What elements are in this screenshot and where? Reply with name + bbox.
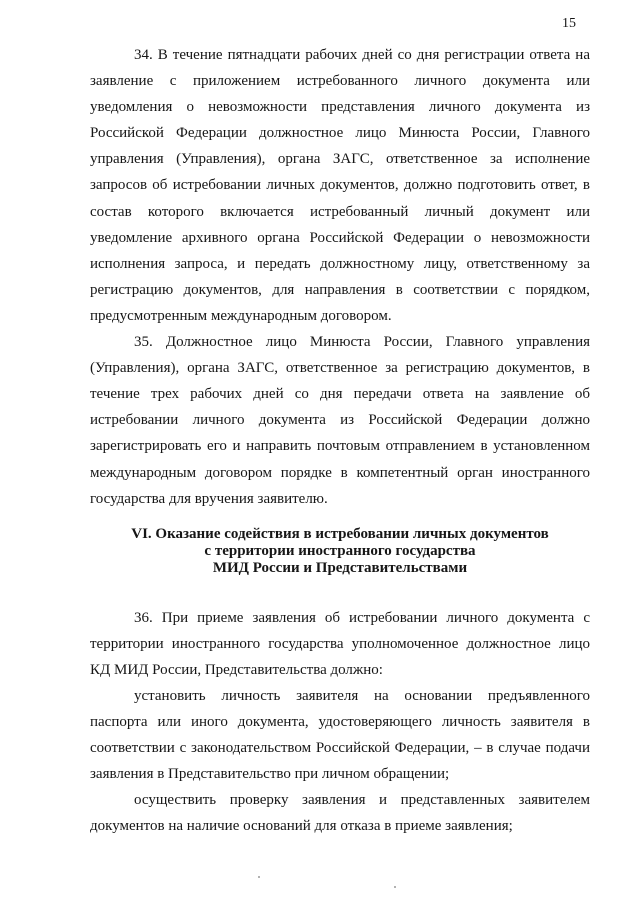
section-heading-line-1: VI. Оказание содействия в истребовании личных документов bbox=[131, 525, 549, 542]
paragraph-34: 34. В течение пятнадцати рабочих дней со дня регистрации ответа на заявление с приложением истребованного личного документа или уведомления о невозможности представления личного документа из Российской Федерации должностное лицо Минюста России, Главного управления (Управления), органа ЗАГС, ответственное за исполнение запросов об истребовании личных документов, должно подготовить ответ, в состав которого включается истребованный личный документ или уведомление архивного органа Российской Федерации о невозможности исполнения запроса, и передать должностному лицу, ответственному за регистрацию документов, для направления в соответствии с порядком, предусмотренным международным договором. bbox=[90, 47, 590, 324]
section-heading-line-2: с территории иностранного государства bbox=[204, 542, 476, 559]
paragraph-36-item-verify: осуществить проверку заявления и представленных заявителем документов на наличие оснований для отказа в приеме заявления; bbox=[90, 792, 590, 835]
section-heading-line-3: МИД России и Представительствами bbox=[212, 559, 468, 576]
paragraph-35: 35. Должностное лицо Минюста России, Главного управления (Управления), органа ЗАГС, ответственное за регистрацию документов, в течение трех рабочих дней со дня передачи ответа на заявление об истребовании личного документа из Российской Федерации должно зарегистрировать его и направить почтовым отправлением в установленном международным договором порядке в компетентный орган иностранного государства для вручения заявителю. bbox=[90, 334, 590, 507]
page-number: 15 bbox=[562, 16, 576, 31]
paragraph-36: 36. При приеме заявления об истребовании личного документа с территории иностранного государства уполномоченное должностное лицо КД МИД России, Представительства должно: bbox=[90, 609, 590, 678]
scan-speck bbox=[394, 886, 396, 888]
scan-speck bbox=[258, 876, 260, 878]
document-body bbox=[90, 42, 590, 840]
section-heading bbox=[90, 526, 590, 577]
paragraph-36-item-identify: установить личность заявителя на основании предъявленного паспорта или иного документа, удостоверяющего личность заявителя в соответствии с законодательством Российской Федерации, – в случае подачи заявления в Представительство при личном обращении; bbox=[90, 687, 590, 783]
